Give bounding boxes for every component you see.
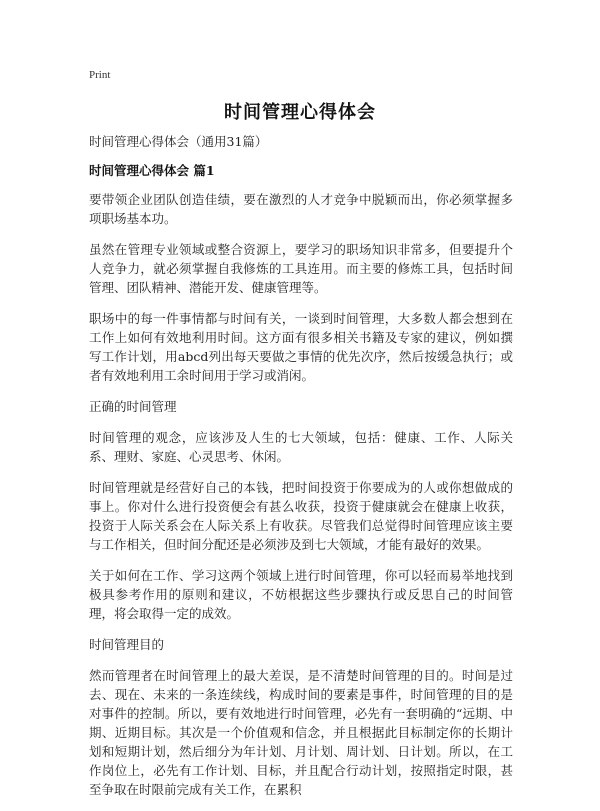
print-link[interactable]: Print — [89, 69, 111, 81]
paragraph: 要带领企业团队创造佳绩，要在激烈的人才竞争中脱颖而出，你必须掌握多项职场基本功。 — [89, 192, 513, 226]
paragraph: 虽然在管理专业领域或整合资源上，要学习的职场知识非常多，但要提升个人竞争力，就必须掌握自我修炼的工具连用。而主要的修炼工具，包括时间管理、团队精神、潜能开发、健康管理等。 — [89, 242, 513, 295]
document-body — [89, 132, 513, 811]
paragraph: 然而管理者在时间管理上的最大差误，是不清楚时间管理的目的。时间是过去、现在、未来的一条连续线，构成时间的要素是事件，时间管理的目的是对事件的控制。所以，要有效地进行时间管理，必先有一套明确的“远期、中期、近期目标。其次是一个价值观和信念，并且根据此目标制定你的长期计划和短期计划，然后细分为年计划、月计划、周计划、日计划。所以，在工作岗位上，必先有工作计划、目标，并且配合行动计划，按照指定时限，甚至争取在时限前完成有关工作，在累积 — [89, 668, 513, 797]
section-heading: 时间管理心得体会 篇1 — [89, 163, 215, 178]
paragraph: 时间管理的观念，应该涉及人生的七大领域，包括：健康、工作、人际关系、理财、家庭、心灵思考、休闲。 — [89, 430, 513, 464]
subheading-time-management-purpose: 时间管理目的 — [89, 637, 165, 652]
paragraph: 时间管理就是经营好自己的本钱，把时间投资于你要成为的人或你想做成的事上。你对什么进行投资便会有甚么收获，投资于健康就会在健康上收获，投资于人际关系会在人际关系上有收获。尽管我们总觉得时间管理应该主要与工作相关，但时间分配还是必须涉及到七大领域，才能有最好的效果。 — [89, 480, 513, 552]
paragraph: 职场中的每一件事情都与时间有关，一谈到时间管理，大多数人都会想到在工作上如何有效地利用时间。这方面有很多相关书籍及专家的建议，例如撰写工作计划，用abcd列出每天要做之事情的优先次序，然后按缓急执行；或者有效地利用工余时间用于学习或消闲。 — [89, 311, 513, 383]
paragraph: 关于如何在工作、学习这两个领域上进行时间管理，你可以轻而易举地找到极具参考作用的原则和建议，不妨根据这些步骤执行或反思自己的时间管理，将会取得一定的成效。 — [89, 568, 513, 621]
page-title: 时间管理心得体会 — [224, 102, 376, 123]
subheading-correct-time-management: 正确的时间管理 — [89, 399, 177, 414]
document-subtitle: 时间管理心得体会（通用31篇） — [89, 134, 268, 149]
